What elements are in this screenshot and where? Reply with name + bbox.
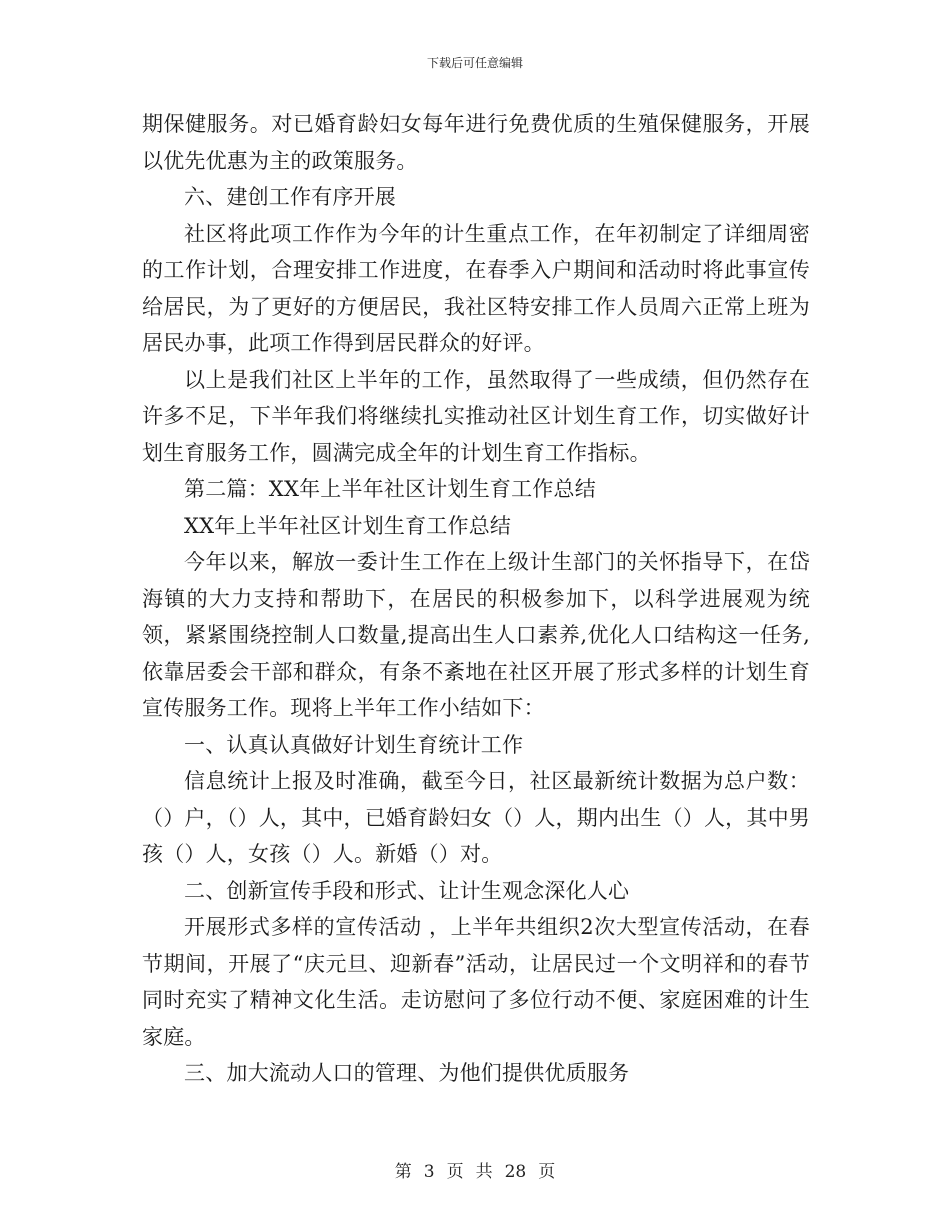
page-label-mid1: 页 <box>446 1162 464 1182</box>
paragraph: 期保健服务。对已婚育龄妇女每年进行免费优质的生殖保健服务，开展以优先优惠为主的政策服务。 <box>142 112 810 173</box>
page-footer <box>0 1157 950 1182</box>
section-heading: 六、建创工作有序开展 <box>184 185 396 209</box>
current-page-number: 3 <box>423 1162 435 1182</box>
chapter-title: 第二篇：XX年上半年社区计划生育工作总结 <box>184 477 596 501</box>
section-heading: 三、加大流动人口的管理、为他们提供优质服务 <box>184 1061 630 1085</box>
document-body <box>142 106 810 1092</box>
paragraph: 今年以来，解放一委计生工作在上级计生部门的关怀指导下，在岱海镇的大力支持和帮助下，在居民的积极参加下，以科学进展观为统领，紧紧围绕控制人口数量,提高出生人口素养,优化人口结构这一任务,依靠居委会干部和群众，有条不紊地在社区开展了形式多样的计划生育宣传服务工作。现将上半年工作小结如下： <box>142 550 810 720</box>
page-label-suffix: 页 <box>538 1162 556 1182</box>
page-label-prefix: 第 <box>394 1162 412 1182</box>
document-title: XX年上半年社区计划生育工作总结 <box>184 513 512 538</box>
paragraph: 社区将此项工作作为今年的计生重点工作，在年初制定了详细周密的工作计划，合理安排工作进度，在春季入户期间和活动时将此事宣传给居民，为了更好的方便居民，我社区特安排工作人员周六正常上班为居民办事，此项工作得到居民群众的好评。 <box>142 221 810 355</box>
total-page-count: 28 <box>504 1162 527 1182</box>
section-heading: 二、创新宣传手段和形式、让计生观念深化人心 <box>184 878 630 903</box>
paragraph: 以上是我们社区上半年的工作，虽然取得了一些成绩，但仍然存在许多不足，下半年我们将继续扎实推动社区计划生育工作，切实做好计划生育服务工作，圆满完成全年的计划生育工作指标。 <box>142 367 810 465</box>
paragraph: 开展形式多样的宣传活动 ，上半年共组织2次大型宣传活动，在春节期间，开展了“庆元旦、迎新春”活动，让居民过一个文明祥和的春节同时充实了精神文化生活。走访慰问了多位行动不便、家庭困难的计生家庭。 <box>142 915 810 1049</box>
section-heading: 一、认真认真做好计划生育统计工作 <box>184 732 524 757</box>
paragraph: 信息统计上报及时准确，截至今日，社区最新统计数据为总户数：（）户，（）人，其中，已婚育龄妇女（）人，期内出生（）人，其中男孩（）人，女孩（）人。新婚（）对。 <box>142 769 810 866</box>
page-header-note: 下载后可任意编辑 <box>426 56 523 70</box>
page-label-mid2: 共 <box>475 1162 493 1182</box>
